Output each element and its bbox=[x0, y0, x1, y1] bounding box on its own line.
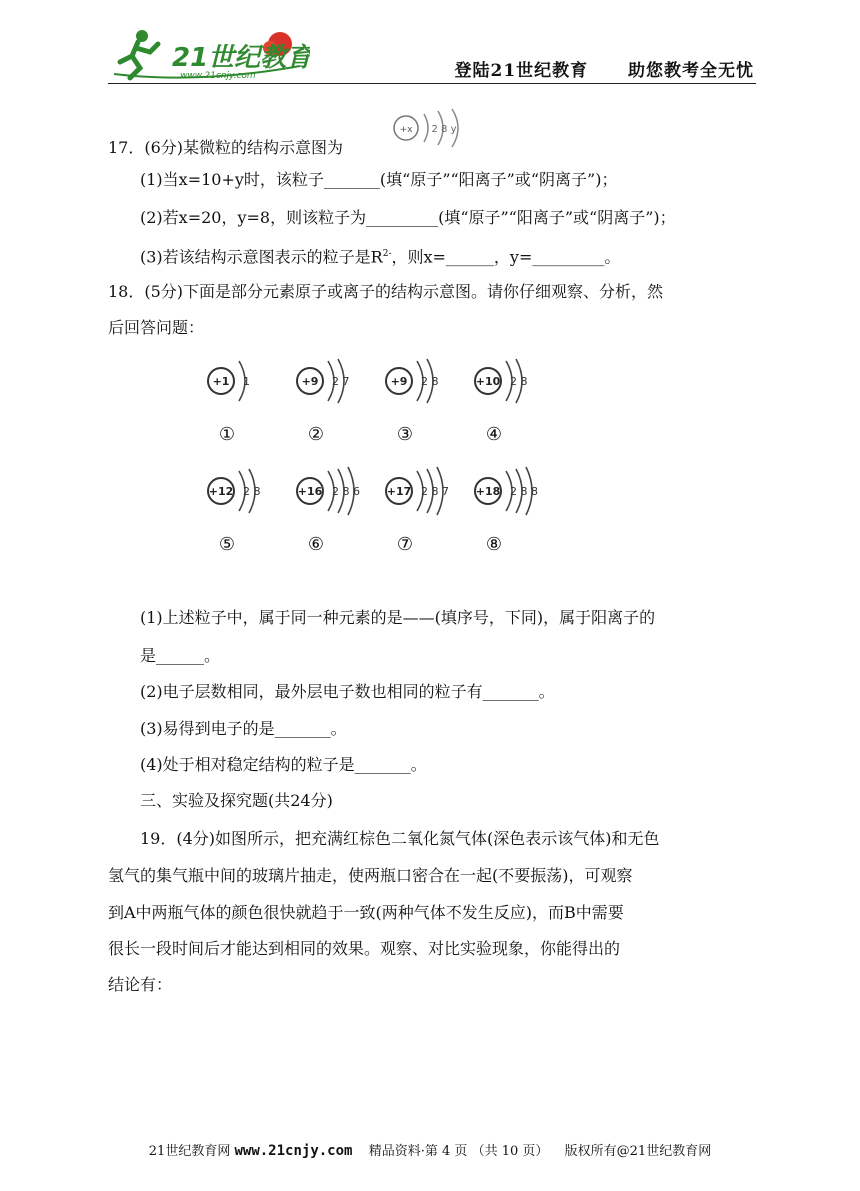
q19-line4: 很长一段时间后才能达到相同的效果。观察、对比实验现象，你能得出的 bbox=[108, 939, 621, 958]
nucleus-charge: +9 bbox=[390, 375, 408, 388]
q17-structure-diagram bbox=[392, 108, 482, 148]
q19-line5: 结论有： bbox=[108, 975, 173, 994]
shell-electron-counts: 2 8 bbox=[510, 375, 528, 388]
footer-right: 版权所有@21世纪教育网 bbox=[564, 1144, 712, 1159]
svg-text:+x: +x bbox=[399, 125, 413, 135]
slogan-left: 登陆21世纪教育 bbox=[454, 61, 589, 81]
atom-structure-diagram bbox=[294, 466, 384, 516]
running-figure-icon bbox=[110, 22, 310, 82]
q17-part1: (1)当x=10+y时，该粒子_______(填“原子”“阳离子”或“阴离子”)； bbox=[140, 170, 618, 189]
atom-diagram-row-2 bbox=[205, 466, 565, 516]
nucleus-charge: +17 bbox=[386, 485, 412, 498]
nucleus-charge: +12 bbox=[208, 485, 234, 498]
q18-part1-line1: (1)上述粒子中，属于同一种元素的是——(填序号，下同)，属于阳离子的 bbox=[140, 608, 656, 627]
atom-structure-diagram bbox=[205, 466, 295, 516]
atom-structure-diagram bbox=[472, 466, 562, 516]
shell-electron-counts: 2 8 7 bbox=[421, 485, 449, 498]
nucleus-charge: +16 bbox=[297, 485, 323, 498]
svg-text:2 8 y: 2 8 y bbox=[431, 124, 457, 135]
atom-label: ① bbox=[218, 424, 236, 445]
atom-structure-diagram bbox=[383, 356, 473, 406]
atom-structure-diagram bbox=[205, 356, 295, 406]
atom-structure-diagram bbox=[294, 356, 384, 406]
svg-text:21世纪教育: 21世纪教育 bbox=[172, 43, 310, 73]
atom-label: ④ bbox=[485, 424, 503, 445]
q18-part3: (3)易得到电子的是_______。 bbox=[140, 719, 347, 738]
q17-stem: 17．(6分)某微粒的结构示意图为 bbox=[108, 138, 344, 157]
atom-label: ⑤ bbox=[218, 534, 236, 555]
atom-label: ⑦ bbox=[396, 534, 414, 555]
shell-electron-counts: 2 8 6 bbox=[332, 485, 360, 498]
q19-line3: 到A中两瓶气体的颜色很快就趋于一致(两种气体不发生反应)，而B中需要 bbox=[108, 903, 624, 922]
atom-diagram-row-1 bbox=[205, 356, 565, 406]
atom-label: ② bbox=[307, 424, 325, 445]
q18-part2: (2)电子层数相同，最外层电子数也相同的粒子有_______。 bbox=[140, 682, 555, 701]
q17-part3: (3)若该结构示意图表示的粒子是$R^{2-}$，则x=______，y=_________。 bbox=[140, 247, 621, 267]
atom-structure-diagram bbox=[383, 466, 473, 516]
atom-structure-diagram bbox=[472, 356, 562, 406]
q18-stem-line2: 后回答问题： bbox=[108, 318, 205, 337]
q18-stem-line1: 18．(5分)下面是部分元素原子或离子的结构示意图。请你仔细观察、分析，然 bbox=[108, 282, 664, 301]
shell-electron-counts: 2 8 8 bbox=[510, 485, 538, 498]
section3-title: 三、实验及探究题(共24分) bbox=[140, 791, 333, 810]
nucleus-charge: +18 bbox=[475, 485, 501, 498]
header-divider bbox=[108, 83, 756, 84]
site-logo bbox=[110, 22, 310, 82]
q17-part2: (2)若x=20，y=8，则该粒子为_________(填“原子”“阳离子”或“阴离子”)； bbox=[140, 208, 676, 227]
shell-electron-counts: 2 7 bbox=[332, 375, 350, 388]
atom-label: ③ bbox=[396, 424, 414, 445]
nucleus-charge: +10 bbox=[475, 375, 501, 388]
nucleus-charge: +1 bbox=[212, 375, 230, 388]
slogan-right: 助您教考全无忧 bbox=[628, 61, 754, 81]
q18-part1-line2: 是______。 bbox=[140, 646, 221, 665]
nucleus-charge: +9 bbox=[301, 375, 319, 388]
atom-label: ⑥ bbox=[307, 534, 325, 555]
shell-electron-counts: 2 8 bbox=[421, 375, 439, 388]
footer-page: 精品资料·第 4 页 （共 10 页） bbox=[368, 1144, 549, 1159]
shell-electron-counts: 1 bbox=[243, 375, 250, 388]
footer-url[interactable]: www.21cnjy.com bbox=[234, 1143, 353, 1159]
q19-line1: 19．(4分)如图所示，把充满红棕色二氧化氮气体(深色表示该气体)和无色 bbox=[140, 829, 660, 848]
footer-left: 21世纪教育网 bbox=[148, 1144, 231, 1159]
page-footer bbox=[0, 1140, 860, 1159]
q18-part4: (4)处于相对稳定结构的粒子是_______。 bbox=[140, 755, 427, 774]
atom-label-row-2 bbox=[205, 534, 565, 584]
q19-line2: 氢气的集气瓶中间的玻璃片抽走，使两瓶口密合在一起(不要振荡)，可观察 bbox=[108, 866, 633, 885]
atom-label: ⑧ bbox=[485, 534, 503, 555]
header-slogan bbox=[454, 56, 754, 81]
svg-text:www.21cnjy.com: www.21cnjy.com bbox=[180, 71, 256, 81]
shell-electron-counts: 2 8 bbox=[243, 485, 261, 498]
